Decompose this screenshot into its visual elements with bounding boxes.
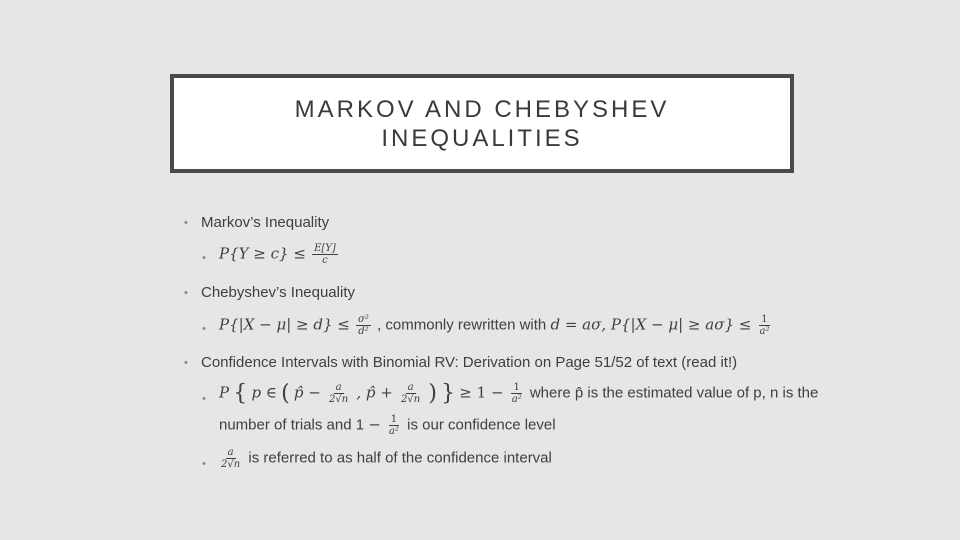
chebyshev-denominator: d² [358,326,369,337]
markov-lhs: P{Y ≥ c} ≤ [219,244,306,263]
bullet-dot: • [184,287,188,299]
ci-numerator-1: a [335,382,342,393]
sub-bullet-dot: • [202,252,206,264]
ci-numerator-2: a [407,382,414,393]
bullet-markov: Markov’s Inequality [201,214,330,231]
markov-formula [219,243,340,266]
left-paren: ( [281,381,290,406]
ci-p: P [219,383,230,402]
slide-title-line-1: MARKOV AND CHEBYSHEV [294,95,670,123]
ci-phat-plus: , p̂ + [356,383,393,402]
ci-line2-text-b: is our confidence level [407,416,556,434]
left-brace: { [233,381,248,406]
sub-bullet-dot: • [202,323,206,335]
ci-minus: − [368,415,381,434]
chebyshev-mid-text: , commonly rewritten with [377,316,547,334]
chebyshev-formula [219,314,773,337]
bullet-dot: • [184,217,188,229]
chebyshev-numerator-2: 1 [761,314,768,325]
half-ci-denominator: 2√n [221,459,241,470]
sub-bullet-dot: • [202,393,206,405]
chebyshev-denominator-2: a² [759,326,770,337]
ci-denominator-4: a² [389,426,399,437]
markov-numerator: E[Y] [314,243,336,254]
slide-title-line-2: INEQUALITIES [381,124,583,152]
half-ci-text: is referred to as half of the confidence interval [248,449,552,467]
ci-fraction-1 [327,382,350,405]
ci-line2-text-a: number of trials and 1 [219,416,365,434]
right-brace: } [441,381,456,406]
chebyshev-fraction-2 [758,314,772,337]
ci-numerator-4: 1 [390,414,398,425]
ci-ge: ≥ 1 − [459,383,504,402]
ci-fraction-3 [510,382,524,405]
half-ci-numerator: a [227,447,234,458]
ci-denominator-1: 2√n [328,394,349,405]
slide-title [295,95,670,153]
markov-denominator: c [322,255,328,266]
ci-line1-text: where p̂ is the estimated value of p, n is the [529,384,819,402]
right-paren: ) [428,381,437,406]
sub-bullet-dot: • [202,458,206,470]
ci-phat-minus: p̂ − [293,383,321,402]
ci-denominator-3: a² [511,394,522,405]
ci-fraction-4 [387,414,401,437]
ci-formula [219,381,818,406]
chebyshev-lhs: P{|X − μ| ≥ d} ≤ [219,315,350,334]
chebyshev-numerator: σ² [358,314,369,325]
ci-fraction-2 [399,382,422,405]
ci-denominator-2: 2√n [401,394,421,405]
markov-fraction [312,243,338,266]
chebyshev-fraction [356,314,371,337]
half-ci-line [217,447,552,470]
bullet-confidence-intervals: Confidence Intervals with Binomial RV: Derivation on Page 51/52 of text (read it!) [201,354,738,371]
bullet-chebyshev: Chebyshev’s Inequality [201,284,355,301]
ci-set: p ∈ [251,383,277,402]
bullet-dot: • [184,357,188,369]
title-box [170,74,794,173]
ci-line-2 [219,414,556,437]
chebyshev-substitution: d = aσ, P{|X − μ| ≥ aσ} ≤ [550,315,752,334]
ci-numerator-3: 1 [513,382,520,393]
half-ci-fraction [219,447,242,470]
